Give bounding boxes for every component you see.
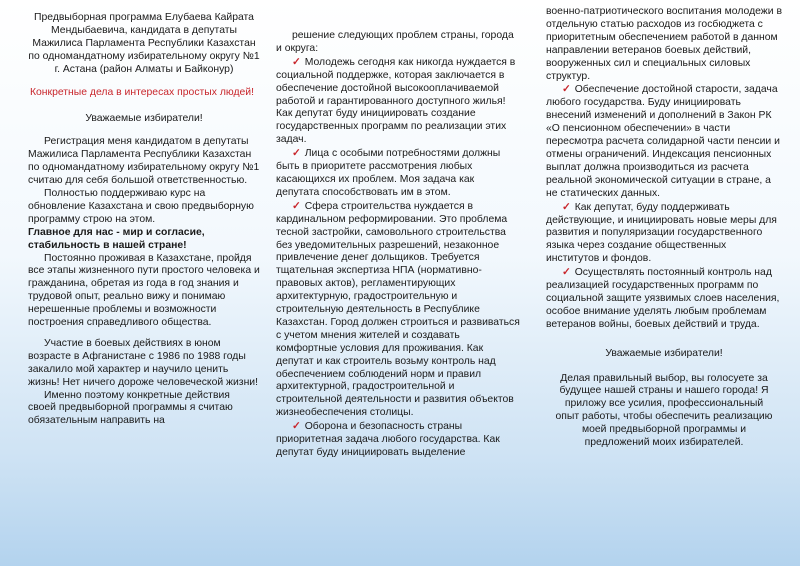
list-item: ✓ Как депутат, буду поддерживать действующие, и инициировать новые меры для развития и популяризации государственного языка через создание общественных институтов и фондов. bbox=[546, 201, 777, 265]
check-icon: ✓ bbox=[292, 200, 301, 212]
program-header: Предвыборная программа Елубаева Кайрата Мендыбаевича, кандидата в депутаты Мажилиса Парламента Республики Казахстан по одномандатному избирательному округу №1 г. Астана (район Алматы и Байконур) bbox=[28, 12, 260, 75]
paragraph: Регистрация меня кандидатом в депутаты Мажилиса Парламента Республики Казахстан по одномандатному избирательному округу №1 считаю для себя большой ответственностью. bbox=[28, 136, 260, 187]
list-item: ✓ Обеспечение достойной старости, задача любого государства. Буду инициировать внесений изменений и дополнений в Закон РК «О пенсионном обеспечении» в части пересмотра расчета солидарной части пенсии и отмены ограничений. Индексация пенсионных выплат должна производиться из расчета реальной экономической ситуации в стране, а не статических данных. bbox=[546, 84, 780, 199]
paragraph: Участие в боевых действиях в юном возрасте в Афганистане с 1986 по 1988 годы закалило мой характер и научило ценить жизнь! Нет ничего дороже человеческой жизни! bbox=[28, 337, 258, 388]
paragraph: военно-патриотического воспитания молодежи в отдельную статью расходов из госбюджета с приоритетным обеспечением работой в данном направлении ветеранов боевых действий, вооруженных сил и специальных силовых структур. bbox=[546, 6, 782, 82]
paragraph: Полностью поддерживаю курс на обновление Казахстана и свою предвыборную программу строю на этом. bbox=[28, 187, 254, 225]
check-icon: ✓ bbox=[562, 84, 571, 96]
check-icon: ✓ bbox=[562, 201, 571, 213]
closing-paragraph: Делая правильный выбор, вы голосуете за будущее нашей страны и нашего города! Я приложу все усилия, профессиональный опыт работы, чтобы обеспечить реализацию моей предвыборной программы и предложений моих избирателей. bbox=[555, 372, 773, 449]
check-icon: ✓ bbox=[292, 148, 301, 160]
greeting: Уважаемые избиратели! bbox=[605, 347, 723, 359]
list-item: ✓ Осуществлять постоянный контроль над реализацией государственных программ по социальной защите уязвимых слоев населения, особое внимание уделять любым проблемам ветеранов войны, боевых действий и труда. bbox=[546, 267, 780, 330]
slogan: Конкретные дела в интересах простых людей! bbox=[29, 86, 254, 98]
paragraph: Постоянно проживая в Казахстане, пройдя все этапы жизненного пути простого человека и гражданина, обретая из года в год знания и трудовой опыт, реально вижу и понимаю нерешенные проблемы и возможности построения справедливого общества. bbox=[28, 252, 260, 329]
column-1 bbox=[28, 0, 260, 428]
check-icon: ✓ bbox=[292, 421, 301, 433]
list-item: ✓ Оборона и безопасность страны приоритетная задача любого государства. Как депутат буду инициировать выделение bbox=[276, 421, 500, 458]
greeting: Уважаемые избиратели! bbox=[85, 113, 203, 125]
list-item: ✓ Сфера строительства нуждается в кардинальном реформировании. Это проблема тесной застройки, самовольного строительства без уведомительных разрешений, незаконное привлечение денег дольщиков. Требуется тщательная экспертиза НПА (нормативно-правовых актов), регламентирующих архитектурную, градостроительную и строительную деятельность в Республике Казахстан. Город должен строиться и развиваться с учетом мнения жителей и создавать комфортные условия для проживания. Как депутат и как строитель возьму контроль над обеспечением соблюдений норм и правил архитектурной, градостроительной и строительной деятельности и развития объектов жизнеобеспечения столицы. bbox=[276, 200, 520, 419]
list-item: ✓ Лица с особыми потребностями должны быть в приоритете рассмотрения любых касающихся их проблем. Моя задача как депутата способствовать им в этом. bbox=[276, 148, 501, 198]
check-icon: ✓ bbox=[292, 56, 301, 68]
list-item: ✓ Молодежь сегодня как никогда нуждается в социальной поддержке, которая заключается в обеспечение достойной высокооплачиваемой работой и гарантированного доступного жилья! Как депутат буду инициировать создание государственных программ по реализации этих задач. bbox=[276, 56, 516, 146]
check-icon: ✓ bbox=[562, 267, 571, 279]
column-3 bbox=[546, 0, 782, 450]
key-statement: Главное для нас - мир и согласие, стабильность в нашей стране! bbox=[28, 226, 205, 251]
paragraph: решение следующих проблем страны, города и округа: bbox=[276, 30, 514, 54]
column-2 bbox=[276, 0, 520, 460]
paragraph: Именно поэтому конкретные действия своей предвыборной программы я считаю обязательным направить на bbox=[28, 389, 233, 427]
